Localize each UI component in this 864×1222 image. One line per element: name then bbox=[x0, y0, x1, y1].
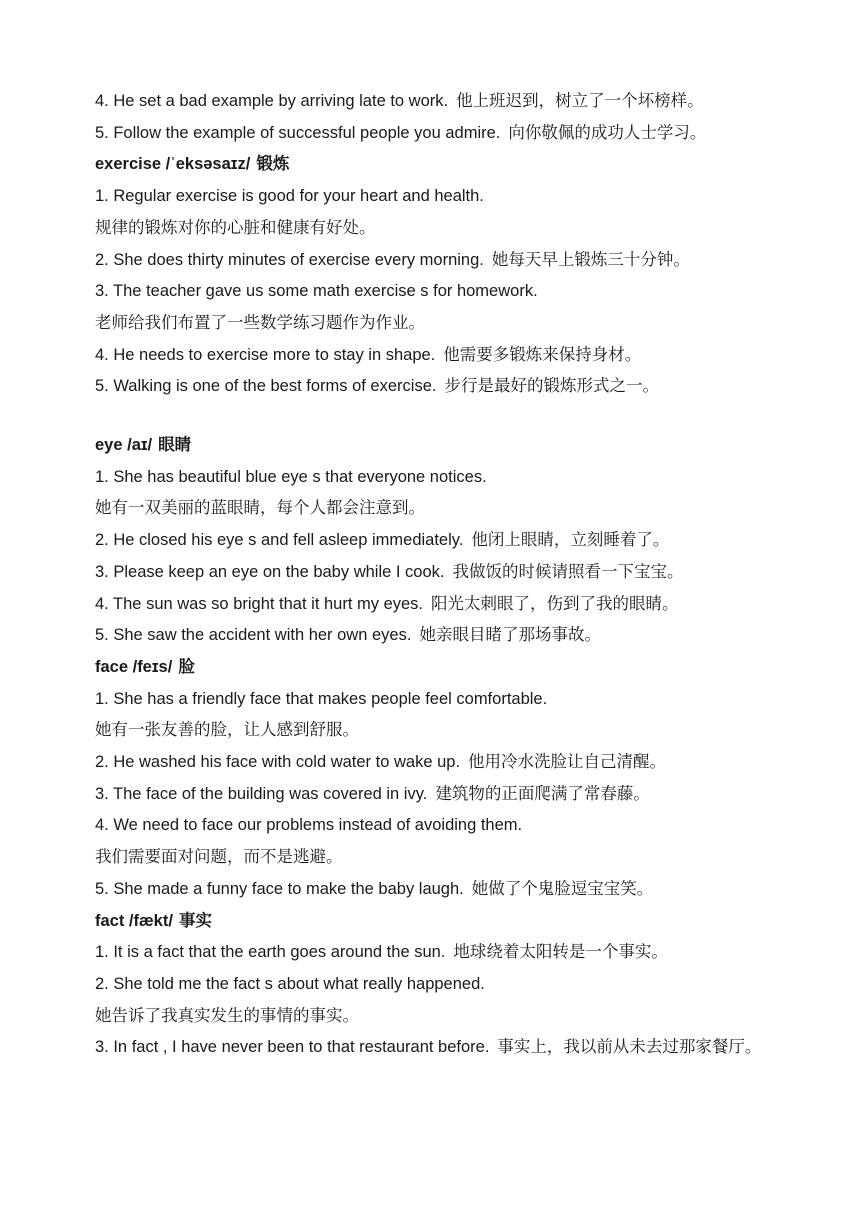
example-sentence: 3. In fact , I have never been to that restaurant before. 事实上，我以前从未去过那家餐厅。 bbox=[95, 1038, 762, 1057]
example-sentence: 5. She saw the accident with her own eyes. 她亲眼目睹了那场事故。 bbox=[95, 626, 601, 645]
example-translation: 她告诉了我真实发生的事情的事实。 bbox=[95, 1006, 359, 1025]
example-sentence: 2. He washed his face with cold water to wake up. 他用冷水洗脸让自己清醒。 bbox=[95, 753, 667, 772]
word-heading-face: face /feɪs/ 脸 bbox=[95, 657, 195, 676]
example-sentence: 1. It is a fact that the earth goes around the sun. 地球绕着太阳转是一个事实。 bbox=[95, 943, 668, 962]
section-gap bbox=[95, 403, 785, 430]
example-sentence: 1. She has a friendly face that makes people feel comfortable. bbox=[95, 689, 548, 708]
example-sentence: 5. Walking is one of the best forms of exercise. 步行是最好的锻炼形式之一。 bbox=[95, 377, 659, 396]
example-translation: 她有一张友善的脸，让人感到舒服。 bbox=[95, 721, 359, 740]
example-translation: 她有一双美丽的蓝眼睛，每个人都会注意到。 bbox=[95, 499, 425, 518]
example-sentence: 3. The teacher gave us some math exercise s for homework. bbox=[95, 282, 538, 301]
document-content bbox=[95, 86, 785, 1064]
example-sentence: 1. Regular exercise is good for your heart and health. bbox=[95, 187, 484, 206]
example-translation: 规律的锻炼对你的心脏和健康有好处。 bbox=[95, 218, 376, 237]
example-sentence: 4. He set a bad example by arriving late to work. 他上班迟到，树立了一个坏榜样。 bbox=[95, 92, 704, 110]
example-sentence: 4. We need to face our problems instead of avoiding them. bbox=[95, 816, 523, 835]
example-sentence: 5. She made a funny face to make the baby laugh. 她做了个鬼脸逗宝宝笑。 bbox=[95, 879, 654, 898]
example-sentence: 1. She has beautiful blue eye s that everyone notices. bbox=[95, 467, 487, 486]
word-heading-eye: eye /aɪ/ 眼睛 bbox=[95, 436, 192, 455]
example-sentence: 5. Follow the example of successful people you admire. 向你敬佩的成功人士学习。 bbox=[95, 123, 707, 142]
example-sentence: 2. She does thirty minutes of exercise every morning. 她每天早上锻炼三十分钟。 bbox=[95, 250, 690, 269]
example-sentence: 3. Please keep an eye on the baby while I cook. 我做饭的时候请照看一下宝宝。 bbox=[95, 562, 684, 581]
example-sentence: 2. She told me the fact s about what really happened. bbox=[95, 974, 485, 993]
word-heading-exercise: exercise /ˈeksəsaɪz/ 锻炼 bbox=[95, 155, 290, 174]
example-sentence: 3. The face of the building was covered in ivy. 建筑物的正面爬满了常春藤。 bbox=[95, 784, 650, 803]
example-sentence: 2. He closed his eye s and fell asleep immediately. 他闭上眼睛，立刻睡着了。 bbox=[95, 531, 670, 550]
word-heading-fact: fact /fækt/ 事实 bbox=[95, 911, 212, 930]
example-sentence: 4. He needs to exercise more to stay in shape. 他需要多锻炼来保持身材。 bbox=[95, 345, 642, 364]
example-sentence: 4. The sun was so bright that it hurt my eyes. 阳光太刺眼了，伤到了我的眼睛。 bbox=[95, 594, 679, 613]
example-translation: 我们需要面对问题，而不是逃避。 bbox=[95, 848, 343, 867]
example-translation: 老师给我们布置了一些数学练习题作为作业。 bbox=[95, 313, 425, 332]
